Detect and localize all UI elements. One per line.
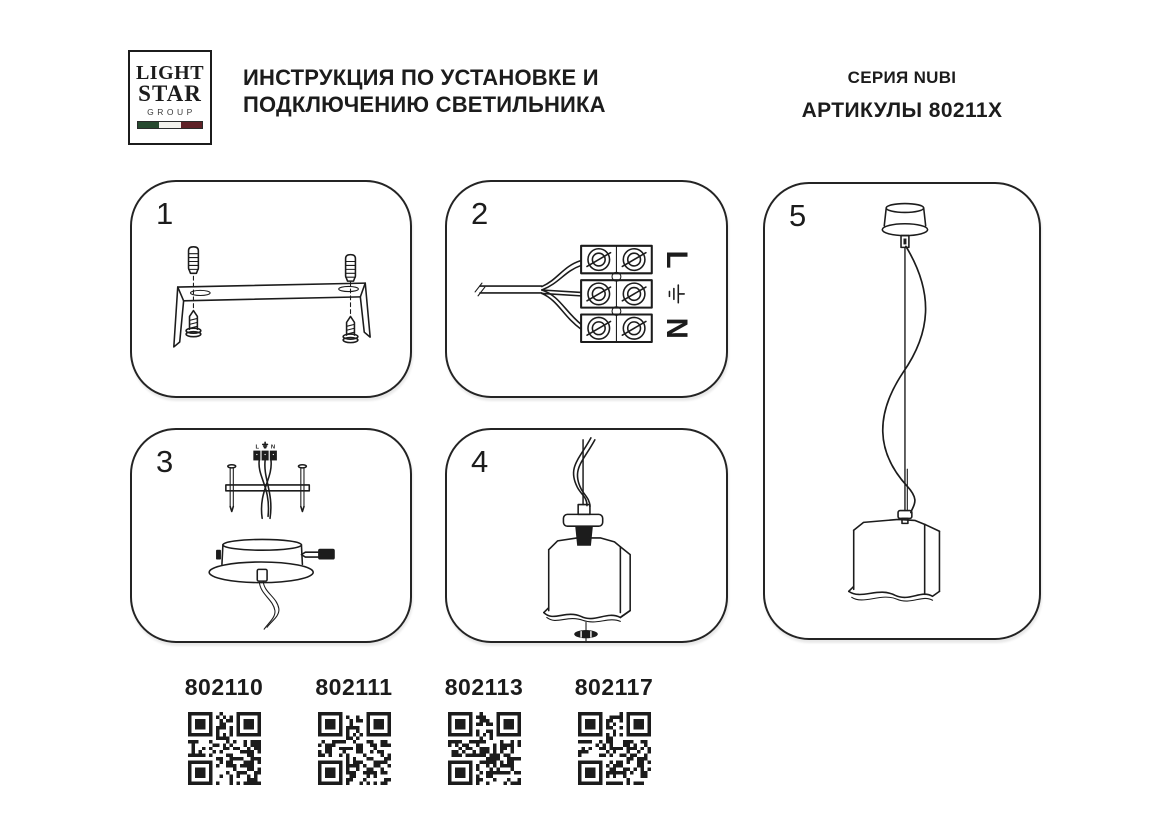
series-name: СЕРИЯ NUBI <box>847 68 957 87</box>
article-code: 802113 <box>444 674 524 700</box>
glass-shade <box>544 538 630 622</box>
article-column-802113 <box>424 674 544 790</box>
step-panel-1 <box>130 180 412 398</box>
step-panel-2 <box>445 180 728 398</box>
screw-right <box>343 316 358 342</box>
italy-flag-icon <box>137 121 203 129</box>
step-number: 3 <box>156 444 174 479</box>
suspension-rod <box>905 247 907 510</box>
step-number: 4 <box>471 444 489 479</box>
article-code: 802110 <box>184 674 264 700</box>
articles-heading: АРТИКУЛЫ 80211X <box>801 99 1003 122</box>
mounting-bracket <box>174 283 370 347</box>
flag-red-stripe <box>181 122 202 128</box>
step-number: 1 <box>156 196 174 231</box>
mounting-bracket <box>226 465 309 512</box>
mini-label-neutral: N <box>270 444 276 451</box>
terminal-block <box>581 246 652 342</box>
page-title-line2: ПОДКЛЮЧЕНИЮ СВЕТИЛЬНИКА <box>243 92 606 117</box>
step-panel-5 <box>763 182 1041 640</box>
article-column-802117 <box>554 674 674 790</box>
wall-plug-left <box>189 247 199 274</box>
flag-white-stripe <box>159 122 180 128</box>
step-3-drawing-canopy <box>132 430 410 641</box>
supply-cable <box>475 283 542 296</box>
cord-outlet <box>257 569 279 629</box>
mini-label-live: L <box>255 444 260 451</box>
earth-icon <box>669 285 684 303</box>
screw-left <box>186 311 201 337</box>
logo-word-star: STAR <box>138 81 202 106</box>
glass-shade <box>849 519 940 601</box>
bracket-screw-right <box>298 465 306 512</box>
shade-socket <box>898 511 912 524</box>
logo-word-light: LIGHT <box>135 62 205 84</box>
logo-word-group: GROUP <box>147 107 196 117</box>
page-title-line1: ИНСТРУКЦИЯ ПО УСТАНОВКЕ И <box>243 65 599 90</box>
step-1-drawing-bracket <box>132 182 410 396</box>
step-panel-4 <box>445 428 728 643</box>
label-neutral: N <box>659 317 693 339</box>
hanging-wire <box>883 246 926 512</box>
article-column-802110 <box>164 674 284 790</box>
qr-code <box>448 712 521 785</box>
mini-terminal-block <box>253 451 277 461</box>
qr-code <box>578 712 651 785</box>
article-code: 802117 <box>574 674 654 700</box>
side-screw <box>301 549 334 560</box>
wires-twisted <box>259 460 271 518</box>
article-column-802111 <box>294 674 414 790</box>
cable-wires <box>542 261 581 330</box>
flag-green-stripe <box>138 122 159 128</box>
suspension-cord <box>574 438 595 507</box>
step-number: 5 <box>789 198 807 233</box>
step-panel-3 <box>130 428 412 643</box>
qr-code <box>318 712 391 785</box>
bottom-fastener <box>574 622 598 641</box>
bracket-screw-left <box>228 465 236 512</box>
brand-logo <box>128 50 212 145</box>
label-live: L <box>659 250 693 269</box>
qr-code <box>188 712 261 785</box>
page-title <box>243 64 606 118</box>
step-2-drawing-wiring <box>447 182 726 396</box>
ceiling-canopy <box>882 204 927 248</box>
series-block <box>763 68 1041 123</box>
article-code: 802111 <box>315 674 393 700</box>
wall-plug-right <box>346 255 356 282</box>
step-number: 2 <box>471 196 489 231</box>
earth-icon-mini <box>263 442 268 447</box>
step-5-drawing-pendant <box>765 184 1039 638</box>
step-4-drawing-shade <box>447 430 726 641</box>
